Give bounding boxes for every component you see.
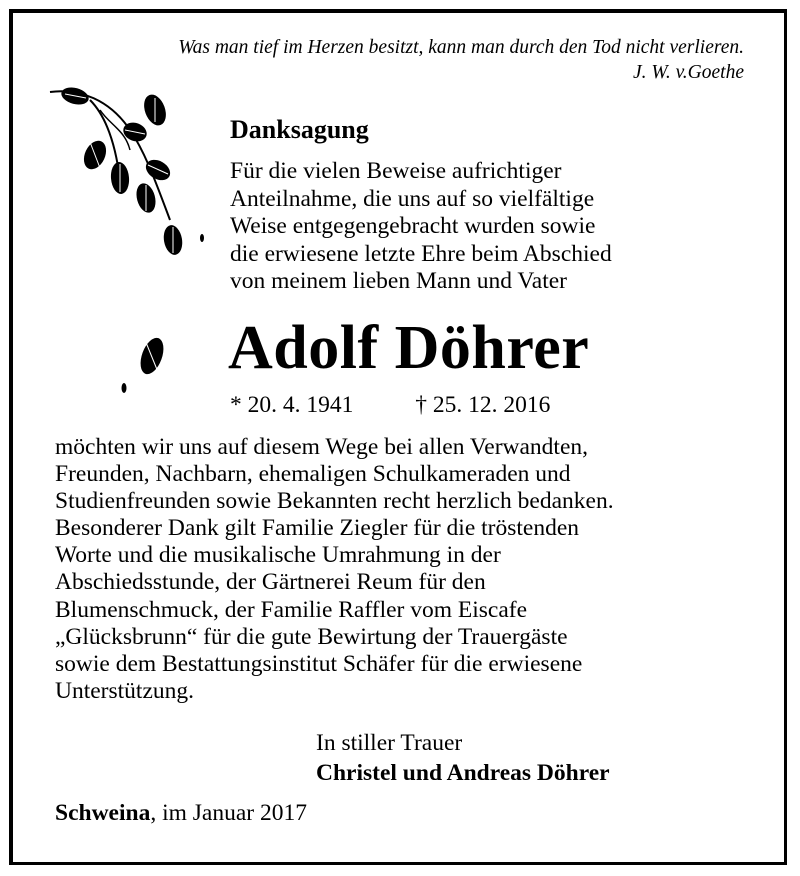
place-city: Schweina <box>55 800 151 826</box>
quote-author: J. W. v.Goethe <box>632 62 744 83</box>
body-line: Besonderer Dank gilt Familie Ziegler für die tröstenden <box>55 515 580 542</box>
body-line: Abschiedsstunde, der Gärtnerei Reum für den <box>55 569 486 596</box>
body-line: Freunden, Nachbarn, ehemaligen Schulkameraden und <box>55 461 571 488</box>
birth-date: * 20. 4. 1941 <box>230 392 354 418</box>
leaf-branch-illustration <box>30 70 220 270</box>
body-line: Unterstützung. <box>55 677 195 704</box>
goethe-quote <box>178 35 744 85</box>
body-line: Worte und die musikalische Umrahmung in der <box>55 542 501 569</box>
intro-text <box>230 158 750 296</box>
single-leaf-illustration <box>110 320 170 400</box>
signature-block <box>316 728 610 788</box>
intro-line: von meinem lieben Mann und Vater <box>230 268 567 294</box>
death-date: † 25. 12. 2016 <box>415 392 551 418</box>
body-line: möchten wir uns auf diesem Wege bei allen Verwandten, <box>55 434 589 460</box>
intro-line: die erwiesene letzte Ehre beim Abschied <box>230 240 612 267</box>
place-and-date <box>55 800 307 827</box>
body-line: sowie dem Bestattungsinstitut Schäfer für die erwiesene <box>55 650 583 677</box>
life-dates <box>230 392 550 419</box>
place-date: , im Januar 2017 <box>150 800 307 826</box>
heading-danksagung: Danksagung <box>230 115 369 144</box>
intro-line: Weise entgegengebracht wurden sowie <box>230 213 596 239</box>
thanks-body <box>55 434 755 705</box>
body-line: Studienfreunden sowie Bekannten recht herzlich bedanken. <box>55 488 614 515</box>
body-line: Blumenschmuck, der Familie Raffler vom Eiscafe <box>55 596 528 623</box>
intro-line: Für die vielen Beweise aufrichtiger <box>230 158 562 184</box>
body-line: „Glücksbrunn“ für die gute Bewirtung der Trauergäste <box>55 623 568 650</box>
intro-line: Anteilnahme, die uns auf so vielfältige <box>230 185 595 212</box>
mourning-line: In stiller Trauer <box>316 730 463 756</box>
deceased-name: Adolf Döhrer <box>228 314 590 382</box>
quote-text: Was man tief im Herzen besitzt, kann man durch den Tod nicht verlieren. <box>178 37 744 58</box>
mourner-names: Christel und Andreas Döhrer <box>316 760 610 786</box>
